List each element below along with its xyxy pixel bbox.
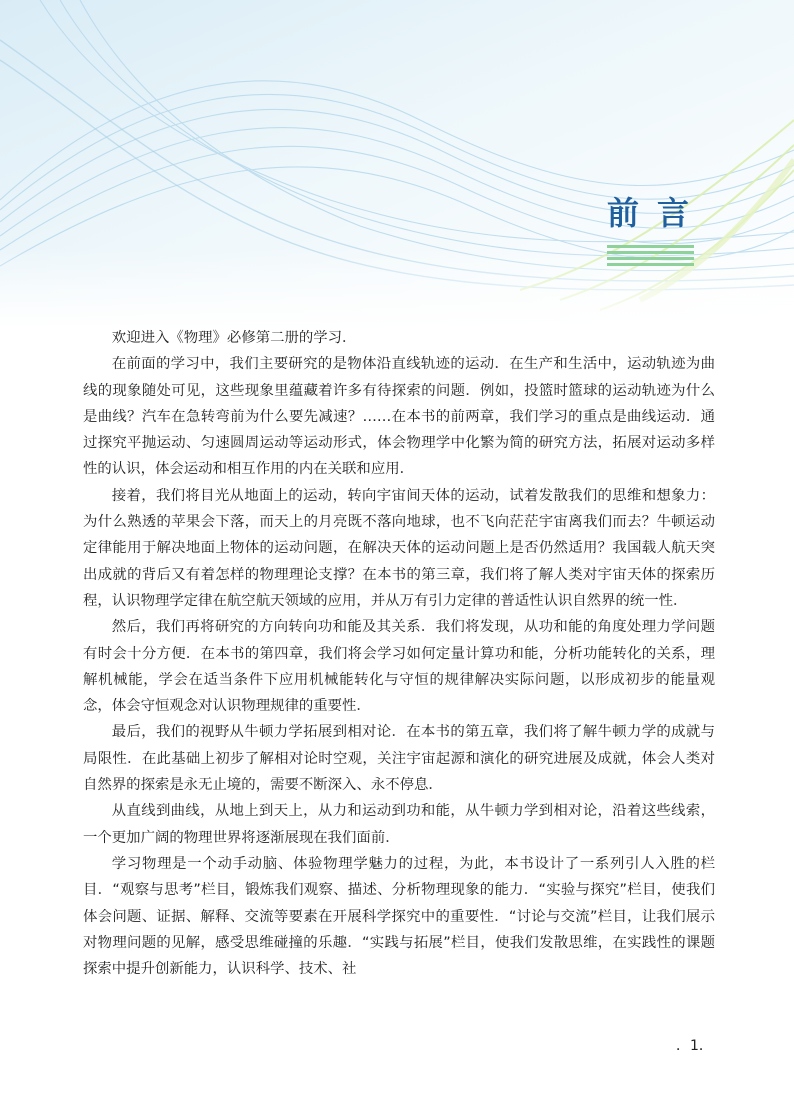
title-underline-bars	[607, 245, 694, 266]
underline-bar	[607, 257, 694, 260]
paragraph-curvilinear-motion: 在前面的学习中，我们主要研究的是物体沿直线轨迹的运动．在生产和生活中，运动轨迹为曲线的现象随处可见，这些现象里蕴藏着许多有待探索的问题．例如，投篮时篮球的运动轨迹为什么是曲线？汽车在急转弯前为什么要先减速？……在本书的前两章，我们学习的重点是曲线运动．通过探究平抛运动、匀速圆周运动等运动形式，体会物理学中化繁为简的研究方法，拓展对运动多样性的认识，体会运动和相互作用的内在关联和应用．	[83, 356, 715, 478]
header-wave-decoration	[0, 0, 794, 330]
preface-body	[83, 325, 715, 982]
underline-bar	[607, 251, 694, 254]
page-number: ．1．	[676, 1038, 713, 1054]
paragraph-welcome: 欢迎进入《物理》必修第二册的学习．	[111, 330, 357, 346]
paragraph-columns: 学习物理是一个动手动脑、体验物理学魅力的过程，为此，本书设计了一系列引人入胜的栏目．“观察与思考”栏目，锻炼我们观察、描述、分析物理现象的能力．“实验与探究”栏目，使我们体会问题、证据、解释、交流等要素在开展科学探究中的重要性．“讨论与交流”栏目，让我们展示对物理问题的见解，感受思维碰撞的乐趣．“实践与拓展”栏目，使我们发散思维，在实践性的课题探索中提升创新能力，认识科学、技术、社	[83, 855, 715, 978]
page-title: 前言	[607, 194, 708, 232]
paragraph-relativity: 最后，我们的视野从牛顿力学拓展到相对论．在本书的第五章，我们将了解牛顿力学的成就与局限性．在此基础上初步了解相对论时空观，关注宇宙起源和演化的研究进展及成就，体会人类对自然界的探索是永无止境的，需要不断深入、永不停息．	[83, 724, 715, 794]
paragraph-celestial-motion: 接着，我们将目光从地面上的运动，转向宇宙间天体的运动，试着发散我们的思维和想象力：为什么熟透的苹果会下落，而天上的月亮既不落向地球，也不飞向茫茫宇宙离我们而去？牛顿运动定律能用于解决地面上物体的运动问题，在解决天体的运动问题上是否仍然适用？我国载人航天突出成就的背后又有着怎样的物理理论支撑？在本书的第三章，我们将了解人类对宇宙天体的探索历程，认识物理学定律在航空航天领域的应用，并从万有引力定律的普适性认识自然界的统一性．	[83, 487, 715, 609]
paragraph-summary: 从直线到曲线，从地上到天上，从力和运动到功和能，从牛顿力学到相对论，沿着这些线索，一个更加广阔的物理世界将逐渐展现在我们面前．	[83, 803, 715, 846]
underline-bar	[607, 245, 694, 248]
underline-bar	[607, 263, 694, 266]
paragraph-work-energy: 然后，我们再将研究的方向转向功和能及其关系．我们将发现，从功和能的角度处理力学问题有时会十分方便．在本书的第四章，我们将会学习如何定量计算功和能，分析功能转化的关系，理解机械能，学会在适当条件下应用机械能转化与守恒的规律解决实际问题，以形成初步的能量观念，体会守恒观念对认识物理规律的重要性．	[83, 619, 715, 715]
